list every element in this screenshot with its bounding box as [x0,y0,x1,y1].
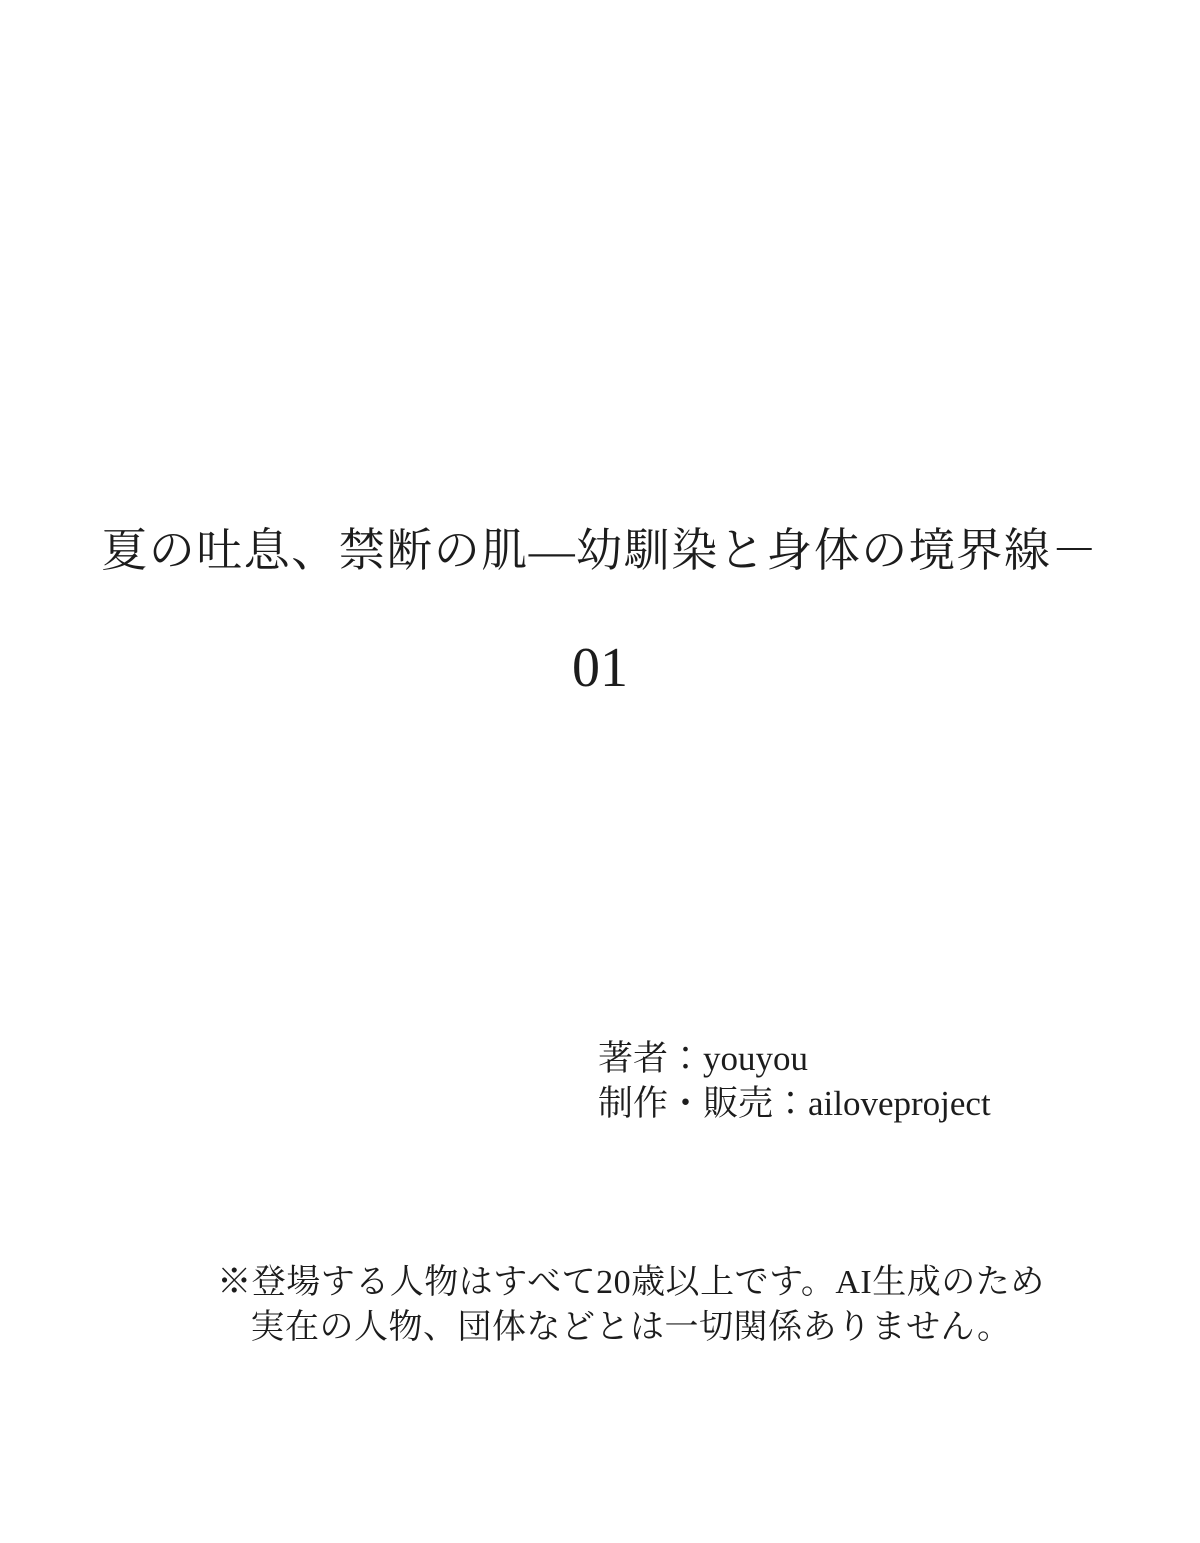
credit-author-line: 著者：youyou [598,1039,809,1078]
book-title: 夏の吐息、禁断の肌―幼馴染と身体の境界線－ [101,525,1099,576]
volume-number: 01 [572,637,628,699]
credits-block [598,1036,991,1126]
disclaimer-line-2: 実在の人物、団体などとは一切関係ありません。 [250,1309,1012,1346]
disclaimer-block [31,1260,1200,1350]
credit-production-line: 制作・販売：ailoveproject [598,1084,991,1123]
disclaimer-line-1: ※登場する人物はすべて20歳以上です。AI生成のため [217,1264,1045,1301]
